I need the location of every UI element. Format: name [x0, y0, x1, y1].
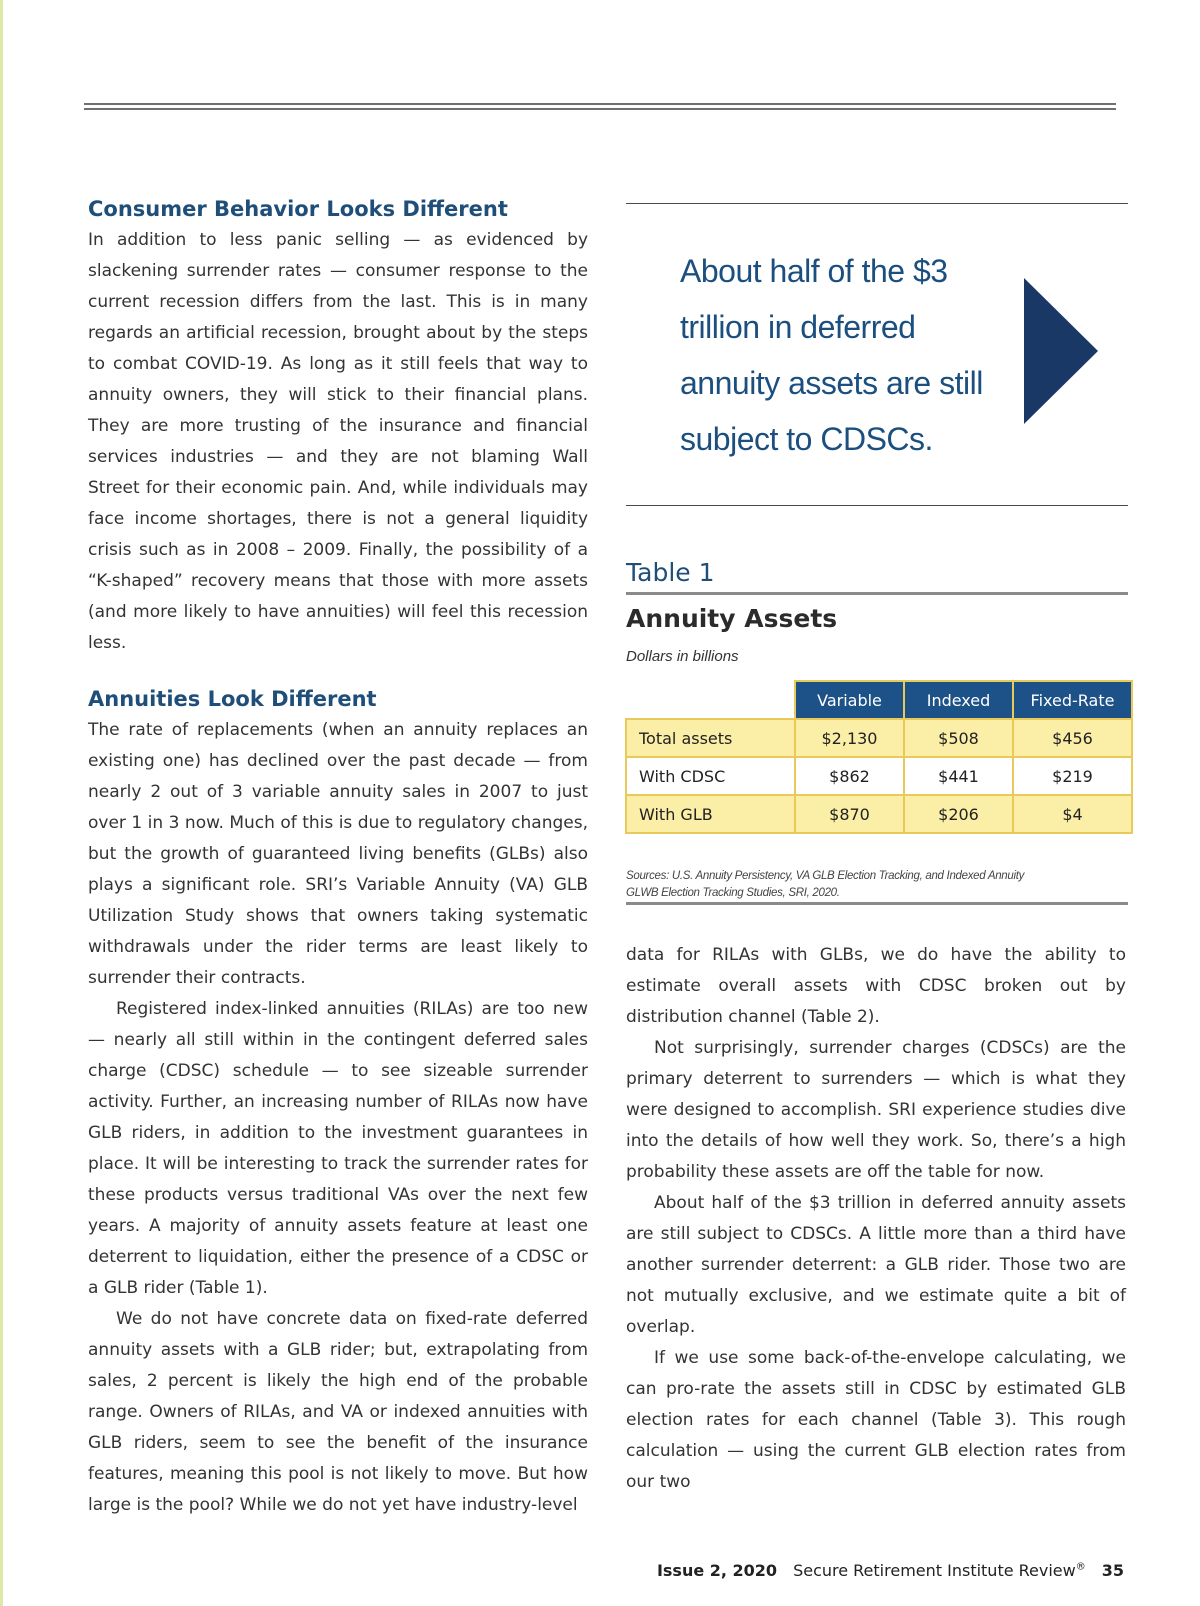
table-cell: $4: [1013, 795, 1132, 833]
paragraph: If we use some back-of-the-envelope calculating, we can pro-rate the assets still in CDSC by estimated GLB election rates for each channel (Table 3). This rough calculation — using the current GLB election rates from our two: [626, 1348, 1126, 1492]
section-heading: Annuities Look Different: [88, 687, 377, 711]
table-cell: $219: [1013, 757, 1132, 795]
section-heading: Consumer Behavior Looks Different: [88, 197, 508, 221]
table-cell: $456: [1013, 719, 1132, 757]
sources-line: Sources: U.S. Annuity Persistency, VA GLB Election Tracking, and Indexed Annuity: [626, 870, 1025, 882]
table-row: [626, 757, 1132, 795]
page-number: 35: [1101, 1561, 1124, 1580]
table-subtitle: Dollars in billions: [626, 648, 739, 665]
table-cell: $2,130: [795, 719, 904, 757]
table-corner-cell: [626, 681, 795, 719]
publication-name: [793, 1561, 1086, 1580]
column-header: Indexed: [904, 681, 1013, 719]
column-header: Variable: [795, 681, 904, 719]
registered-mark: ®: [1075, 1561, 1086, 1573]
publication-title: Secure Retirement Institute Review: [793, 1561, 1076, 1580]
table-rule-bottom: [626, 902, 1128, 905]
left-column: [88, 196, 588, 1521]
row-label: With GLB: [626, 795, 795, 833]
paragraph: Not surprisingly, surrender charges (CDSCs) are the primary deterrent to surrenders — which is what they were designed to accomplish. SRI experience studies dive into the details of how well they work. So, there’s a high probability these assets are off the table for now.: [626, 1038, 1126, 1182]
paragraph: Registered index-linked annuities (RILAs) are too new — nearly all still within in the contingent deferred sales charge (CDSC) schedule — to see sizeable surrender activity. Further, an increasing number of RILAs now have GLB riders, in addition to the investment guarantees in place. It will be interesting to track the surrender rates for these products versus traditional VAs over the next few years. A majority of annuity assets feature at least one deterrent to liquidation, either the presence of a CDSC or a GLB rider (Table 1).: [88, 999, 588, 1298]
table-cell: $862: [795, 757, 904, 795]
annuity-assets-table: [625, 680, 1133, 834]
table-cell: $441: [904, 757, 1013, 795]
table-cell: $206: [904, 795, 1013, 833]
table-row: [626, 795, 1132, 833]
paragraph: We do not have concrete data on fixed-rate deferred annuity assets with a GLB rider; but, extrapolating from sales, 2 percent is likely the high end of the probable range. Owners of RILAs, and VA or indexed annuities with GLB riders, seem to see the benefit of the insurance features, meaning this pool is not likely to move. But how large is the pool? While we do not yet have industry-level: [88, 1309, 588, 1515]
table-row: [626, 719, 1132, 757]
paragraph: About half of the $3 trillion in deferred annuity assets are still subject to CDSCs. A little more than a third have another surrender deterrent: a GLB rider. Those two are not mutually exclusive, and we estimate quite a bit of overlap.: [626, 1193, 1126, 1337]
issue-label: Issue 2, 2020: [656, 1561, 778, 1580]
row-label: With CDSC: [626, 757, 795, 795]
pull-quote: About half of the $3 trillion in deferred annuity assets are still subject to CDSCs.: [680, 253, 983, 457]
table-cell: $870: [795, 795, 904, 833]
table-rule-top: [626, 592, 1128, 595]
table-label: Table 1: [626, 558, 715, 587]
pull-quote-rule-top: [626, 203, 1128, 204]
right-column: [626, 940, 1126, 1498]
table-sources: [626, 868, 1106, 902]
table-title: Annuity Assets: [626, 604, 838, 633]
row-label: Total assets: [626, 719, 795, 757]
header-rule-bottom: [84, 108, 1116, 110]
right-pointing-triangle-icon: [1024, 278, 1098, 424]
column-header: Fixed-Rate: [1013, 681, 1132, 719]
sources-line: GLWB Election Tracking Studies, SRI, 2020.: [626, 887, 840, 899]
pull-quote-rule-bottom: [626, 505, 1128, 506]
paragraph: The rate of replacements (when an annuity replaces an existing one) has declined over the past decade — from nearly 2 out of 3 variable annuity sales in 2007 to just over 1 in 3 now. Much of this is due to regulatory changes, but the growth of guaranteed living benefits (GLBs) also plays a significant role. SRI’s Variable Annuity (VA) GLB Utilization Study shows that owners taking systematic withdrawals under the rider terms are least likely to surrender their contracts.: [88, 720, 588, 988]
page-edge-accent: [0, 0, 3, 1606]
table-cell: $508: [904, 719, 1013, 757]
paragraph: In addition to less panic selling — as evidenced by slackening surrender rates — consumer response to the current recession differs from the last. This is in many regards an artificial recession, brought about by the steps to combat COVID-19. As long as it still feels that way to annuity owners, they will stick to their financial plans. They are more trusting of the insurance and financial services industries — and they are not blaming Wall Street for their economic pain. And, while individuals may face income shortages, there is not a general liquidity crisis such as in 2008 – 2009. Finally, the possibility of a “K-shaped” recovery means that those with more assets (and more likely to have annuities) will feel this recession less.: [88, 230, 588, 653]
paragraph: data for RILAs with GLBs, we do have the ability to estimate overall assets with CDSC broken out by distribution channel (Table 2).: [626, 945, 1126, 1027]
header-rule-top: [84, 103, 1116, 105]
page-footer: [657, 1561, 1124, 1580]
table-header-row: [626, 681, 1132, 719]
